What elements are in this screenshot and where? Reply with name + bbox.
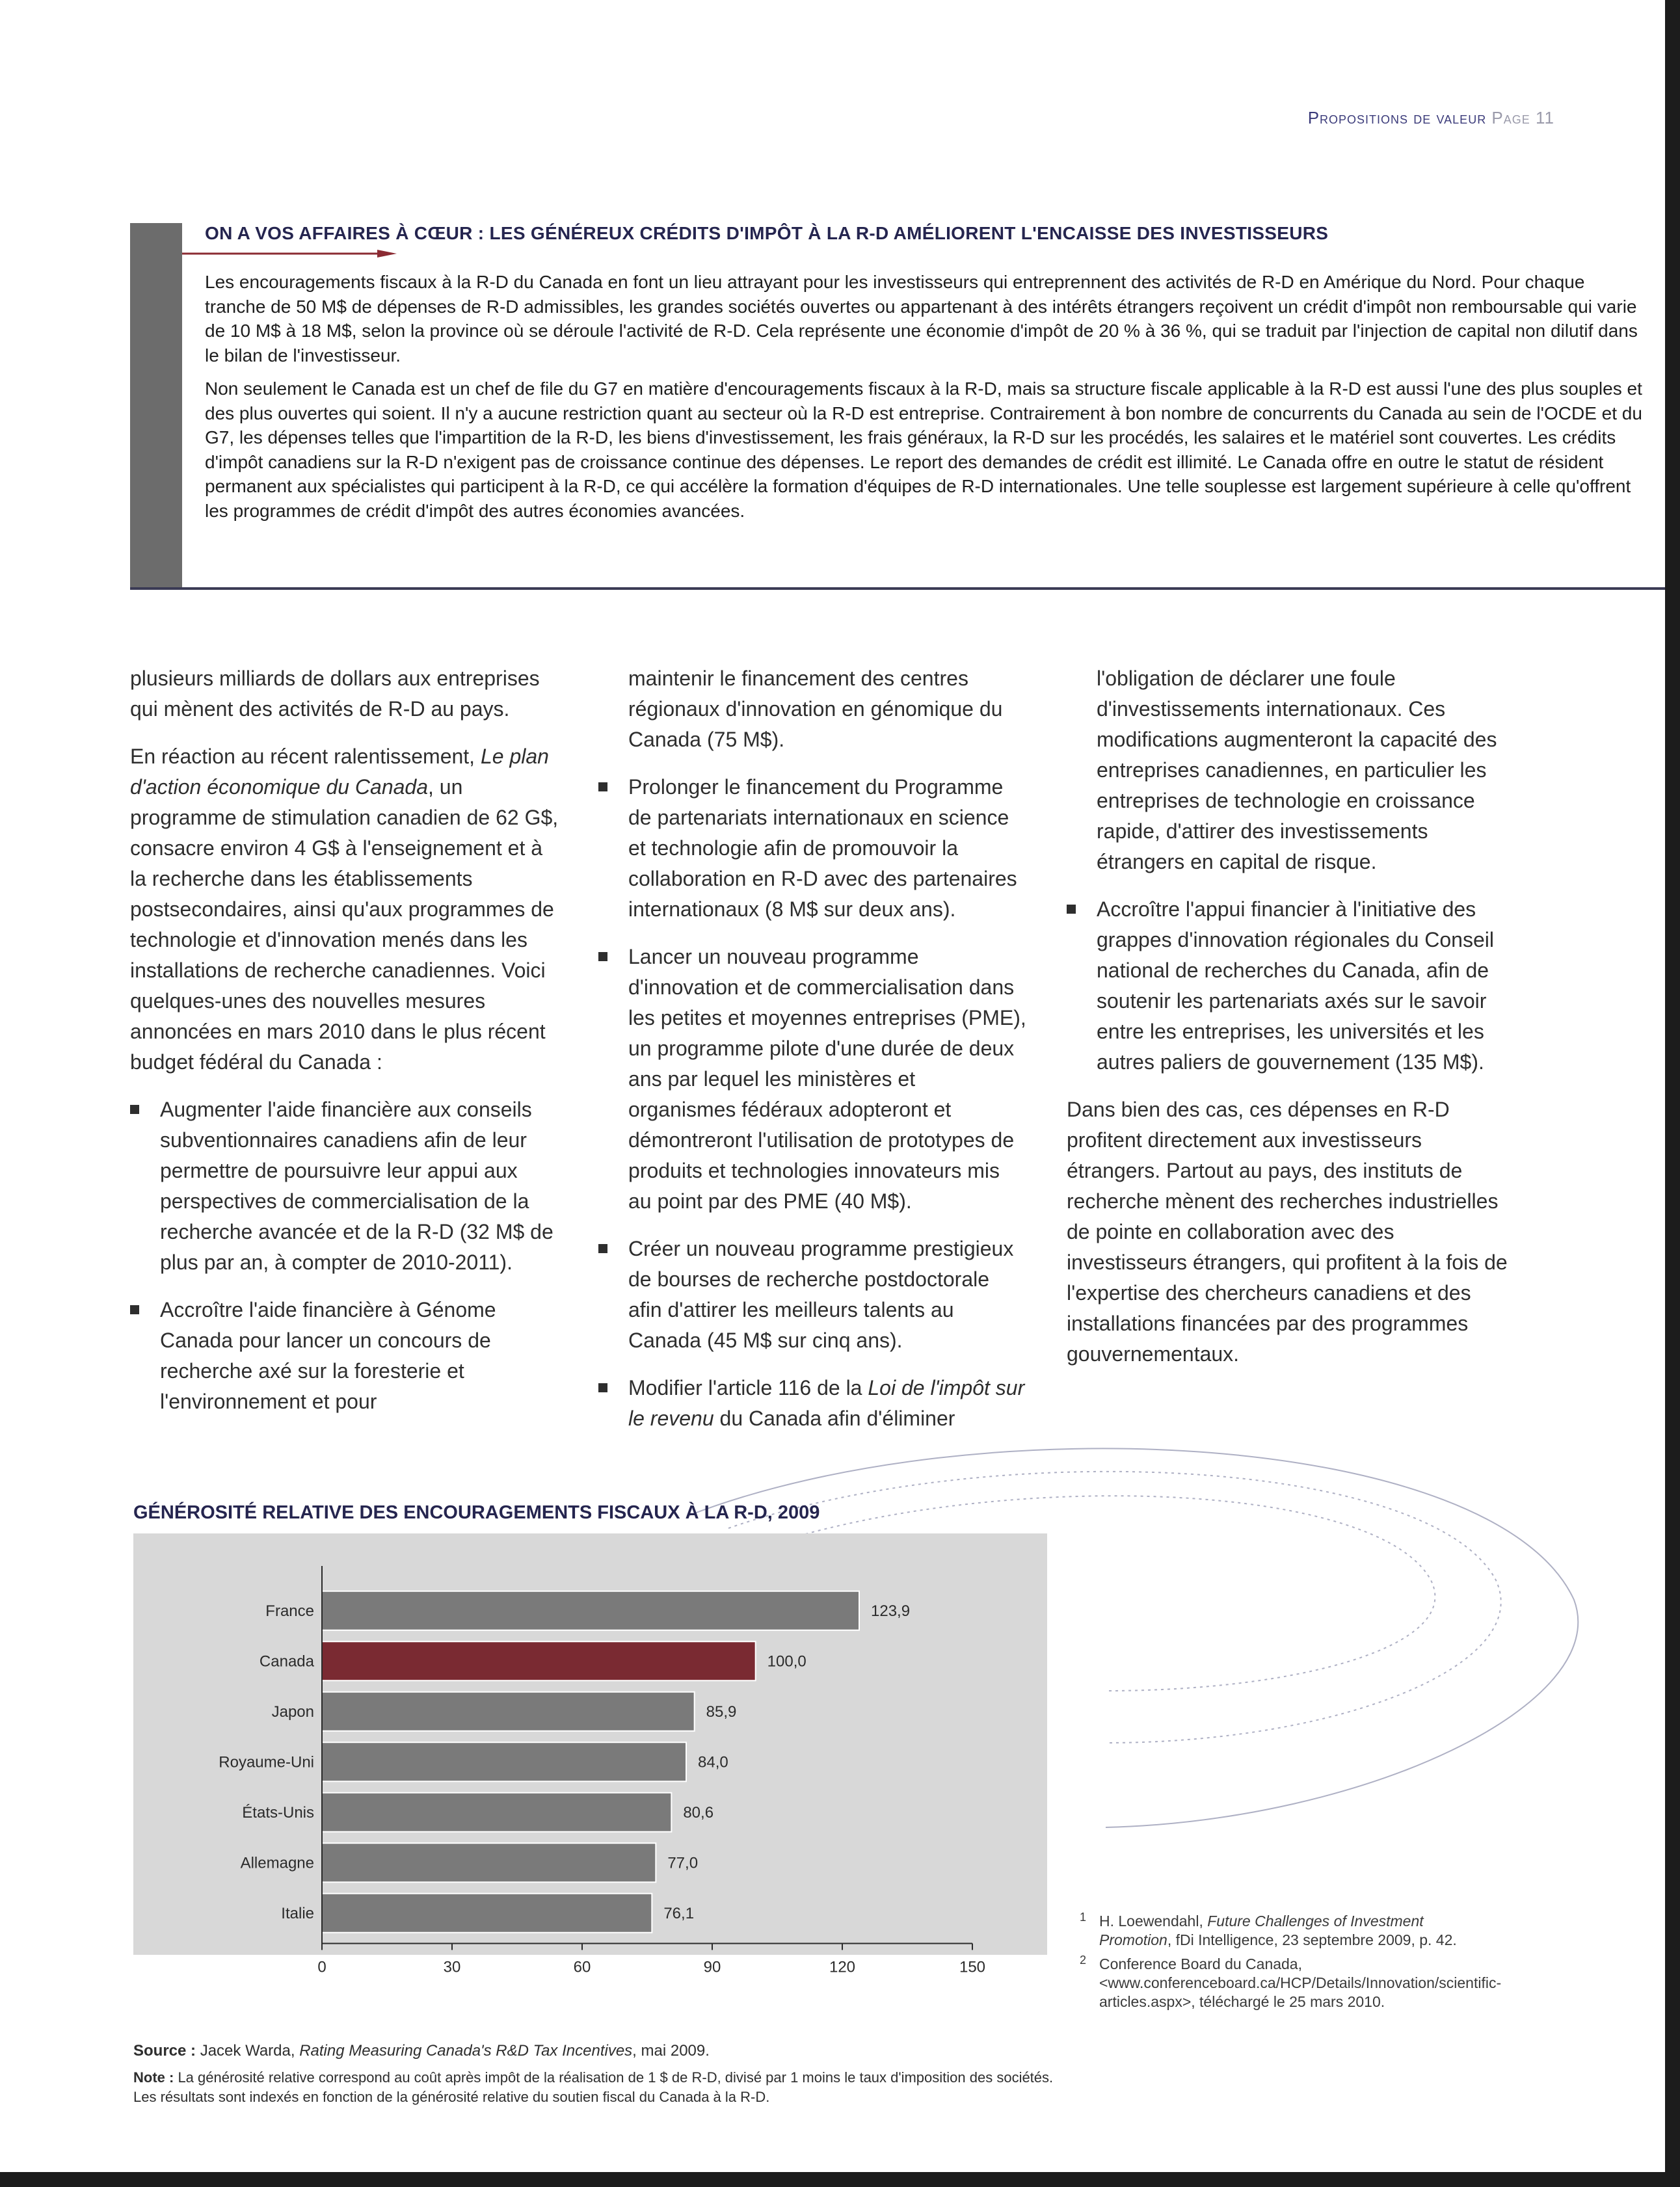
list-item-text: Lancer un nouveau programme d'innovation et de commercialisation dans les petites et moyennes entreprises (PME), un programme pilote d'une durée de deux ans par lequel les ministères et organismes fédéraux adopteront et démontreront l'utilisation de prototypes de produits et technologies innovateurs mis au point par des PME (40 M$). <box>628 945 1026 1213</box>
value-label: 100,0 <box>767 1652 807 1671</box>
bullet-square-icon <box>598 1244 607 1253</box>
list-item <box>598 1234 1028 1356</box>
category-label: Canada <box>259 1652 314 1671</box>
paragraph: maintenir le financement des centres régionaux d'innovation en génomique du Canada (75 M$). <box>628 667 1003 751</box>
footnote <box>1080 1912 1496 1950</box>
list-item <box>130 1094 559 1278</box>
footnotes <box>1080 1911 1502 2017</box>
callout-body <box>205 270 1649 532</box>
text-run: Jacek Warda, <box>196 2042 300 2060</box>
x-tick-label: 0 <box>317 1958 327 1976</box>
chart-note <box>133 2068 1076 2107</box>
x-tick-label: 150 <box>959 1958 986 1976</box>
bullet-list <box>1067 894 1509 1078</box>
paragraph: l'obligation de déclarer une foule d'investissements internationaux. Ces modifications augmenteront la capacité des entreprises canadiennes, en particulier les entreprises de technologie en croissance rapide, d'attirer des investissements étrangers en capital de risque. <box>1097 667 1497 873</box>
text-column-1 <box>130 663 559 1434</box>
footnote-number: 2 <box>1080 1954 1087 1967</box>
text-run: Modifier l'article 116 de la <box>628 1376 868 1399</box>
bullet-list <box>130 1094 559 1417</box>
x-tick-label: 60 <box>573 1958 591 1976</box>
bar-états-unis <box>322 1793 671 1832</box>
section-title: Propositions de valeur <box>1307 108 1487 127</box>
text-run: , un programme de stimulation canadien de 62 G$, consacre environ 4 G$ à l'enseignement et à la recherche dans les établissements postsecondaires, ainsi qu'aux programmes de technologie et d'innovation menés dans les installations de recherche canadiennes. Voici quelques-unes des nouvelles mesures annoncées en mars 2010 dans le plus récent budget fédéral du Canada : <box>130 775 559 1074</box>
text-run: Conference Board du Canada, <www.conferenceboard.ca/HCP/Details/Innovation/scientific-articles.aspx>, téléchargé le 25 mars 2010. <box>1099 1955 1502 2010</box>
chart-svg <box>133 1533 1047 1976</box>
value-label: 80,6 <box>683 1803 714 1822</box>
bullet-square-icon <box>130 1105 139 1114</box>
bullet-square-icon <box>130 1305 139 1314</box>
text-column-3 <box>1067 663 1509 1386</box>
value-label: 84,0 <box>698 1753 728 1771</box>
text-run: En réaction au récent ralentissement, <box>130 745 481 768</box>
callout-title: ON A VOS AFFAIRES À CŒUR : LES GÉNÉREUX CRÉDITS D'IMPÔT À LA R-D AMÉLIORENT L'ENCAISSE DES INVESTISSEURS <box>205 223 1329 243</box>
category-label: États-Unis <box>242 1803 314 1822</box>
value-label: 76,1 <box>663 1904 695 1922</box>
list-item-text: Prolonger le financement du Programme de partenariats internationaux en science et technologie afin de promouvoir la collaboration en R-D avec des partenaires internationaux (8 M$ sur deux ans). <box>628 775 1017 921</box>
note-text: La générosité relative correspond au coût après impôt de la réalisation de 1 $ de R-D, divisé par 1 moins le taux d'imposition des sociétés. Les résultats sont indexés en fonction de la générosité relative du soutien fiscal du Canada à la R-D. <box>133 2069 1054 2105</box>
bullet-list <box>598 772 1028 1434</box>
bar-italie <box>322 1894 652 1933</box>
source-label: Source : <box>133 2042 196 2060</box>
bar-japon <box>322 1692 695 1731</box>
bar-allemagne <box>322 1843 656 1882</box>
bullet-square-icon <box>598 782 607 791</box>
list-item-text: Accroître l'appui financier à l'initiative des grappes d'innovation régionales du Conseil national de recherches du Canada, afin de soutenir les partenariats axés sur le savoir entre les entreprises, les universités et les autres paliers de gouvernement (135 M$). <box>1097 897 1494 1074</box>
running-head <box>1308 108 1554 128</box>
category-label: Allemagne <box>240 1854 314 1872</box>
bar-france <box>322 1591 859 1630</box>
x-tick-label: 120 <box>829 1958 856 1976</box>
callout-box <box>130 223 1665 590</box>
footnote-number: 1 <box>1080 1911 1087 1924</box>
emphasis: Loi de l'impôt sur le revenu <box>628 1376 1025 1430</box>
list-item <box>598 772 1028 925</box>
category-label: France <box>265 1602 314 1620</box>
arrow-right-icon <box>182 250 397 258</box>
page-number: Page 11 <box>1491 108 1554 127</box>
list-item-text: Accroître l'aide financière à Génome Canada pour lancer un concours de recherche axé sur la foresterie et l'environnement et pour <box>160 1298 496 1413</box>
list-item-text: Créer un nouveau programme prestigieux de bourses de recherche postdoctorale afin d'attirer les meilleurs talents au Canada (45 M$ sur cinq ans). <box>628 1237 1014 1352</box>
category-label: Japon <box>271 1703 314 1721</box>
bullet-square-icon <box>598 952 607 961</box>
x-tick-label: 90 <box>703 1958 721 1976</box>
list-item <box>130 1295 559 1417</box>
emphasis: Future Challenges of Investment Promotion <box>1099 1913 1424 1948</box>
list-item <box>598 1373 1028 1434</box>
value-label: 77,0 <box>667 1854 699 1872</box>
paragraph: plusieurs milliards de dollars aux entreprises qui mènent des activités de R-D au pays. <box>130 667 540 721</box>
list-item-text: Augmenter l'aide financière aux conseils subventionnaires canadiens afin de leur permettre de poursuivre leur appui aux perspectives de commercialisation de la recherche avancée et de la R-D (32 M$ de plus par an, à compter de 2010-2011). <box>160 1098 553 1274</box>
chart-source <box>133 2041 1076 2061</box>
callout-paragraph: Les encouragements fiscaux à la R-D du Canada en font un lieu attrayant pour les investisseurs qui entreprennent des activités de R-D en Amérique du Nord. Pour chaque tranche de 50 M$ de dépenses de R-D admissibles, les grandes sociétés ouvertes ou appartenant à des intérêts étrangers reçoivent un crédit d'impôt non remboursable qui varie de 10 M$ à 18 M$, selon la province où se déroule l'activité de R-D. Cela représente une économie d'impôt de 20 % à 36 %, qui se traduit par l'injection de capital non dilutif dans le bilan de l'investisseur. <box>205 272 1638 365</box>
x-tick-label: 30 <box>443 1958 461 1976</box>
text-column-2 <box>598 663 1028 1451</box>
emphasis: Le plan d'action économique du Canada <box>130 745 549 799</box>
emphasis: Rating Measuring Canada's R&D Tax Incentives <box>299 2042 633 2060</box>
chart-title: GÉNÉROSITÉ RELATIVE DES ENCOURAGEMENTS FISCAUX À LA R-D, 2009 <box>133 1502 820 1523</box>
bar-canada <box>322 1641 756 1680</box>
value-label: 85,9 <box>706 1703 737 1721</box>
text-run: du Canada afin d'éliminer <box>713 1407 955 1430</box>
list-item <box>598 942 1028 1217</box>
bar-royaume-uni <box>322 1742 686 1781</box>
list-item <box>1067 894 1509 1078</box>
text-run: , mai 2009. <box>632 2042 710 2060</box>
footnote <box>1080 1954 1502 2011</box>
text-run: , fDi Intelligence, 23 septembre 2009, p. 42. <box>1167 1931 1457 1948</box>
category-label: Royaume-Uni <box>219 1753 314 1771</box>
paragraph: Dans bien des cas, ces dépenses en R-D profitent directement aux investisseurs étrangers. Partout au pays, des instituts de recherche mènent des recherches industrielles de pointe en collaboration avec des investisseurs étrangers, qui profitent à la fois de l'expertise des chercheurs canadiens et des installations financées par des programmes gouvernementaux. <box>1067 1098 1508 1366</box>
bullet-square-icon <box>598 1383 607 1392</box>
bar-chart <box>133 1533 1047 1976</box>
paragraph <box>130 741 559 1078</box>
callout-paragraph: Non seulement le Canada est un chef de file du G7 en matière d'encouragements fiscaux à la R-D, mais sa structure fiscale applicable à la R-D est aussi l'une des plus souples et des plus ouvertes qui soient. Il n'y a aucune restriction quant au secteur où la R-D est entreprise. Contrairement à bon nombre de concurrents du Canada au sein de l'OCDE et du G7, les dépenses telles que l'impartition de la R-D, les biens d'investissement, les frais généraux, la R-D sur les procédés, les salaires et le matériel sont couvertes. Les crédits d'impôt canadiens sur la R-D n'exigent pas de croissance continue des dépenses. Le report des demandes de crédit est illimité. Le Canada offre en outre le statut de résident permanent aux spécialistes qui participent à la R-D, ce qui accélère la formation d'équipes de R-D internationales. Une telle souplesse est largement supérieure à celle qu'offrent les programmes de crédit d'impôt des autres économies avancées. <box>205 378 1642 521</box>
bullet-square-icon <box>1067 905 1076 914</box>
note-label: Note : <box>133 2069 174 2086</box>
text-run: H. Loewendahl, <box>1099 1913 1208 1929</box>
value-label: 123,9 <box>871 1602 911 1620</box>
category-label: Italie <box>281 1904 314 1922</box>
callout-side-bar <box>130 223 182 587</box>
